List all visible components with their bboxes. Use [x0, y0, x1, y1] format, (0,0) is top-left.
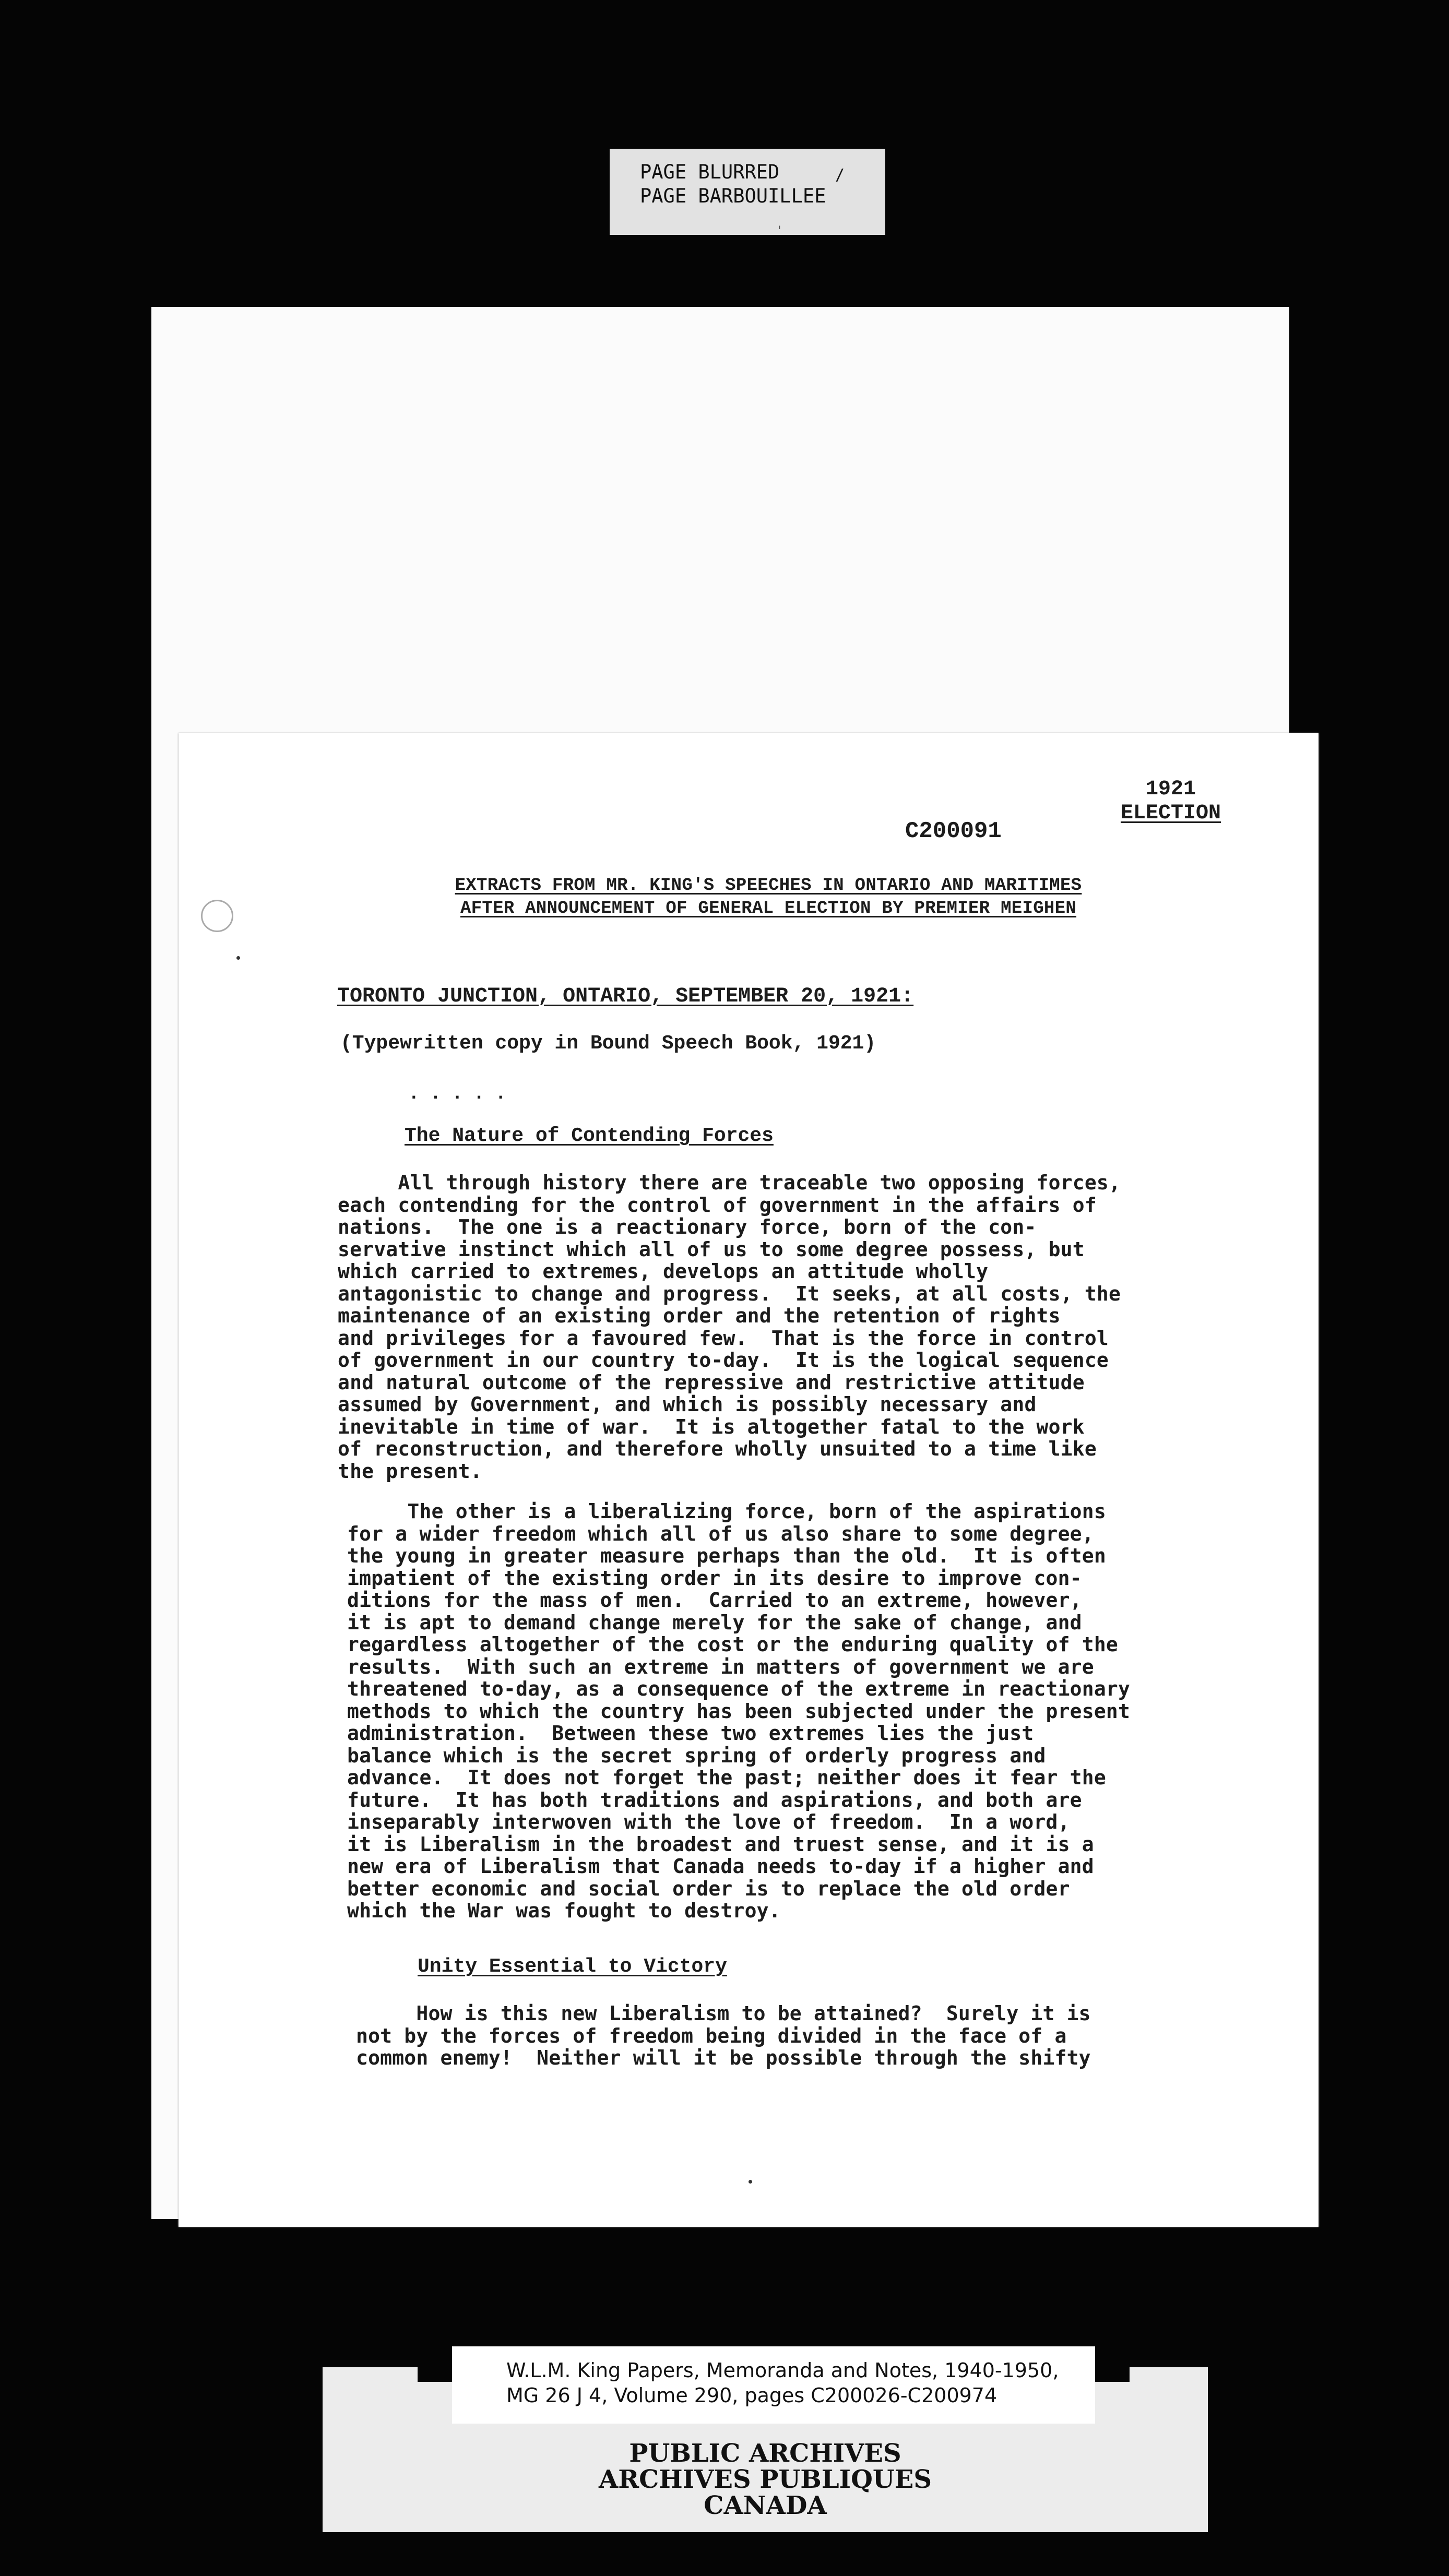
archives-logo-text	[323, 2440, 1208, 2519]
stamp-line-2: PAGE BARBOUILLEE	[640, 185, 826, 207]
election-label: ELECTION	[1121, 802, 1221, 825]
document-heading	[387, 874, 1149, 920]
document-number: C200091	[905, 818, 1002, 844]
reference-line-2: MG 26 J 4, Volume 290, pages C200026-C200974	[506, 2384, 997, 2407]
footer-tab-right	[1095, 2346, 1130, 2382]
stamp-tick: '	[776, 223, 783, 238]
stamp-mark: /	[835, 166, 845, 184]
archives-line-2: ARCHIVES PUBLIQUES	[599, 2465, 932, 2494]
archives-line-1: PUBLIC ARCHIVES	[629, 2439, 901, 2468]
typewritten-page	[179, 733, 1319, 2227]
paragraph-3: How is this new Liberalism to be attained? Surely it is not by the forces of freedom being divided in the face of a common enemy! Neither will it be possible through the shifty	[356, 2002, 1091, 2069]
section-title-unity: Unity Essential to Victory	[418, 1955, 727, 1978]
page-blurred-stamp	[610, 149, 885, 238]
footer-tab-left	[418, 2346, 452, 2382]
source-note: (Typewritten copy in Bound Speech Book, 1921)	[340, 1032, 876, 1055]
stamp-line-1: PAGE BLURRED	[640, 161, 780, 183]
paragraph-1: All through history there are traceable two opposing forces, each contending for the control of government in the affairs of nations. The one is a reactionary force, born of the con- servative instinct which all of us to some degree possess, but which carried to extremes, develops an attitude wholly antagonistic to change and progress. It seeks, at all costs, the maintenance of an existing order and the retention of rights and privileges for a favoured few. That is the force in control of government in our country to-day. It is the logical sequence and natural outcome of the repressive and restrictive attitude assumed by Government, and which is possibly necessary and inevitable in time of war. It is altogether fatal to the work of reconstruction, and therefore wholly unsuited to a time like the present.	[338, 1171, 1121, 1483]
heading-line-1: EXTRACTS FROM MR. KING'S SPEECHES IN ONTARIO AND MARITIMES	[455, 876, 1082, 896]
ellipsis-bullets: .....	[408, 1083, 517, 1104]
heading-line-2: AFTER ANNOUNCEMENT OF GENERAL ELECTION BY PREMIER MEIGHEN	[460, 899, 1077, 919]
speck	[749, 2180, 752, 2184]
election-year: 1921	[1146, 778, 1196, 801]
paragraph-2: The other is a liberalizing force, born of the aspirations for a wider freedom which all of us also share to some degree, the young in greater measure perhaps than the old. It is often impatient of the existing order in its desire to improve con- ditions for the mass of men. Carried to an extreme, however, it is apt to demand change merely for the sake of change, and regardless altogether of the cost or the enduring quality of the results. With such an extreme in matters of government we are threatened to-day, as a consequence of the extreme in reactionary methods to which the country has been subjected under the present administration. Between these two extremes lies the just balance which is the secret spring of orderly progress and advance. It does not forget the past; neither does it fear the future. It has both traditions and aspirations, and both are inseparably interwoven with the love of freedom. In a word, it is Liberalism in the broadest and truest sense, and it is a new era of Liberalism that Canada needs to-day if a higher and better economic and social order is to replace the old order which the War was fought to destroy.	[347, 1500, 1131, 1922]
archives-line-3: CANADA	[704, 2491, 827, 2520]
section-title-contending-forces: The Nature of Contending Forces	[405, 1125, 774, 1147]
election-stamp	[1121, 778, 1221, 826]
reference-line-1: W.L.M. King Papers, Memoranda and Notes, 1940-1950,	[506, 2359, 1059, 2382]
punch-hole	[201, 900, 233, 932]
speck	[236, 956, 240, 960]
collection-reference	[452, 2346, 1095, 2424]
speech-venue: TORONTO JUNCTION, ONTARIO, SEPTEMBER 20, 1921:	[337, 985, 914, 1008]
